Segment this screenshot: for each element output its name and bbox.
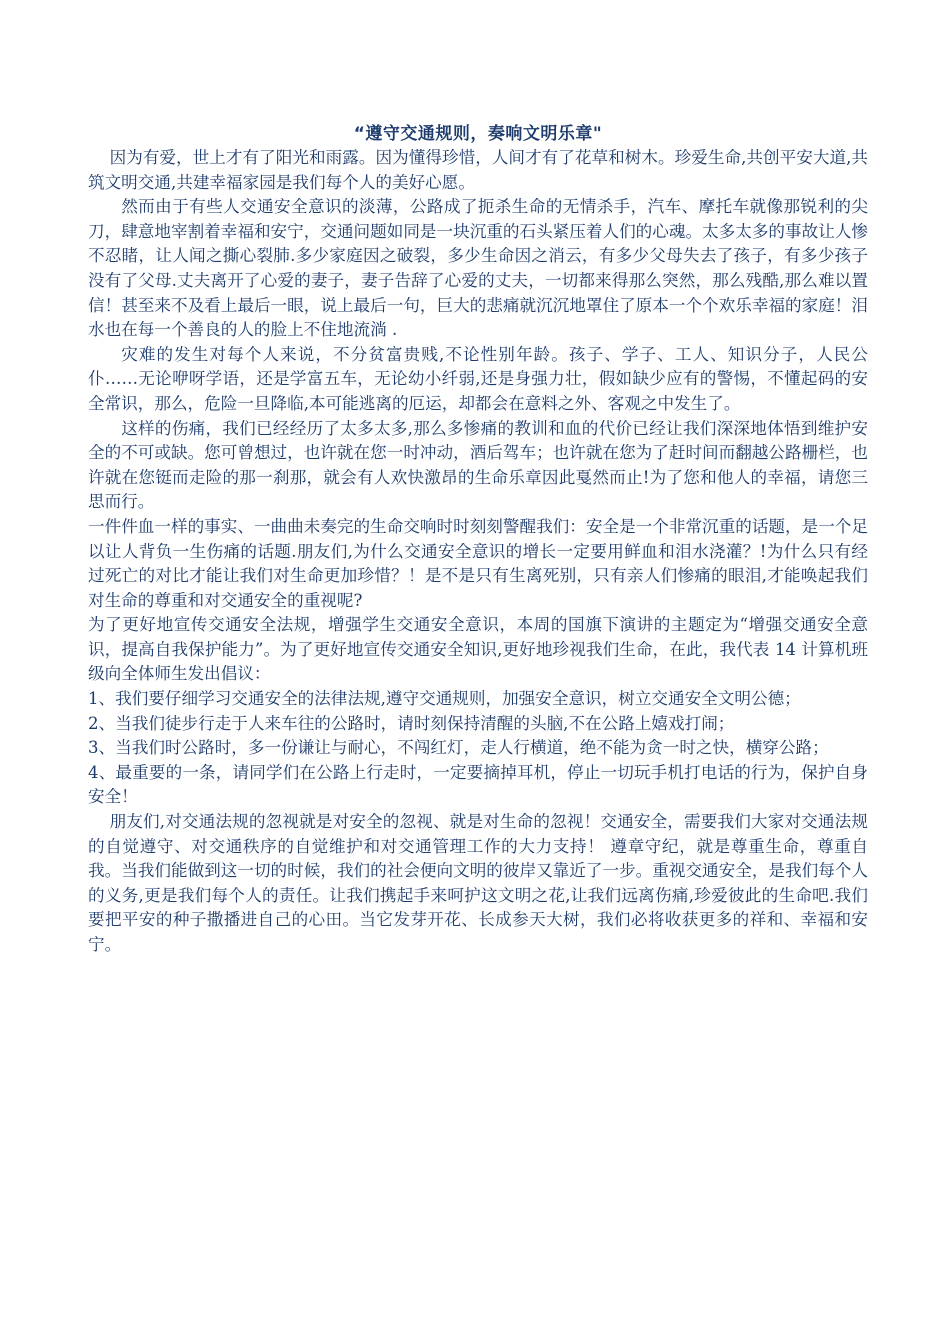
document-page — [88, 122, 868, 958]
list-item-2: 2、当我们徒步行走于人来车往的公路时，请时刻保持清醒的头脑,不在公路上嬉戏打闹； — [88, 713, 735, 733]
paragraph-warning: 一件件血一样的事实、一曲曲未奏完的生命交响时时刻刻警醒我们：安全是一个非常沉重的话题，是一个足以让人背负一生伤痛的话题.朋友们,为什么交通安全意识的增长一定要用鲜血和泪水浇灌？!为什么只有经过死亡的对比才能让我们对生命更加珍惜？！是不是只有生离死别，只有亲人们惨痛的眼泪,才能唤起我们对生命的尊重和对交通安全的重视呢? — [88, 516, 868, 610]
paragraph-proposal: 为了更好地宣传交通安全法规，增强学生交通安全意识，本周的国旗下演讲的主题定为“增强交通安全意识，提高自我保护能力”。为了更好地宣传交通安全知识,更好地珍视我们生命，在此，我代表 14 计算机班级向全体师生发出倡议： — [88, 615, 868, 684]
paragraph-danger: 然而由于有些人交通安全意识的淡薄，公路成了扼杀生命的无情杀手，汽车、摩托车就像那锐利的尖刀，肆意地宰割着幸福和安宁，交通问题如同是一块沉重的石头紧压着人们的心魂。太多太多的事故让人惨不忍睹，让人闻之撕心裂肺.多少家庭因之破裂，多少生命因之消云，有多少父母失去了孩子，有多少孩子没有了父母.丈夫离开了心爱的妻子，妻子告辞了心爱的丈夫，一切都来得那么突然，那么残酷,那么难以置信！甚至来不及看上最后一眼，说上最后一句，巨大的悲痛就沉沉地罩住了原本一个个欢乐幸福的家庭！泪水也在每一个善良的人的脸上不住地流淌 . — [88, 197, 868, 340]
list-item-3: 3、当我们时公路时，多一份谦让与耐心，不闯红灯，走人行横道，绝不能为贪一时之快，横穿公路； — [88, 738, 829, 758]
list-item-1: 1、我们要仔细学习交通安全的法律法规,遵守交通规则，加强安全意识，树立交通安全文明公德； — [88, 689, 801, 709]
paragraph-intro: 因为有爱，世上才有了阳光和雨露。因为懂得珍惜，人间才有了花草和树木。珍爱生命,共创平安大道,共筑文明交通,共建幸福家园是我们每个人的美好心愿。 — [88, 148, 868, 192]
list-item-4: 4、最重要的一条，请同学们在公路上行走时，一定要摘掉耳机，停止一切玩手机打电话的行为，保护自身安全！ — [88, 762, 868, 807]
document-title: “遵守交通规则，奏响文明乐章" — [353, 124, 603, 144]
paragraph-disaster: 灾难的发生对每个人来说，不分贫富贵贱,不论性别年龄。孩子、学子、工人、知识分子，人民公仆……无论咿呀学语，还是学富五车，无论幼小纤弱,还是身强力壮，假如缺少应有的警惕，不懂起码的安全常识，那么，危险一旦降临,本可能逃离的厄运，却都会在意料之外、客观之中发生了。 — [88, 344, 868, 413]
paragraph-pain: 这样的伤痛，我们已经经历了太多太多,那么多惨痛的教训和血的代价已经让我们深深地体悟到维护安全的不可或缺。您可曾想过，也许就在您一时冲动，酒后驾车；也许就在您为了赶时间而翻越公路栅栏，也许就在您铤而走险的那一刹那，就会有人欢快激昂的生命乐章因此戛然而止!为了您和他人的幸福，请您三思而行。 — [88, 418, 868, 512]
paragraph-conclusion: 朋友们,对交通法规的忽视就是对安全的忽视、就是对生命的忽视！交通安全，需要我们大家对交通法规的自觉遵守、对交通秩序的自觉维护和对交通管理工作的大力支持！ 遵章守纪，就是尊重生命，尊重自我。当我们能做到这一切的时候，我们的社会便向文明的彼岸又靠近了一步。重视交通安全，是我们每个人的义务,更是我们每个人的责任。让我们携起手来呵护这文明之花,让我们远离伤痛,珍爱彼此的生命吧.我们要把平安的种子撒播进自己的心田。当它发芽开花、长成参天大树，我们必将收获更多的祥和、幸福和安宁。 — [88, 812, 868, 954]
